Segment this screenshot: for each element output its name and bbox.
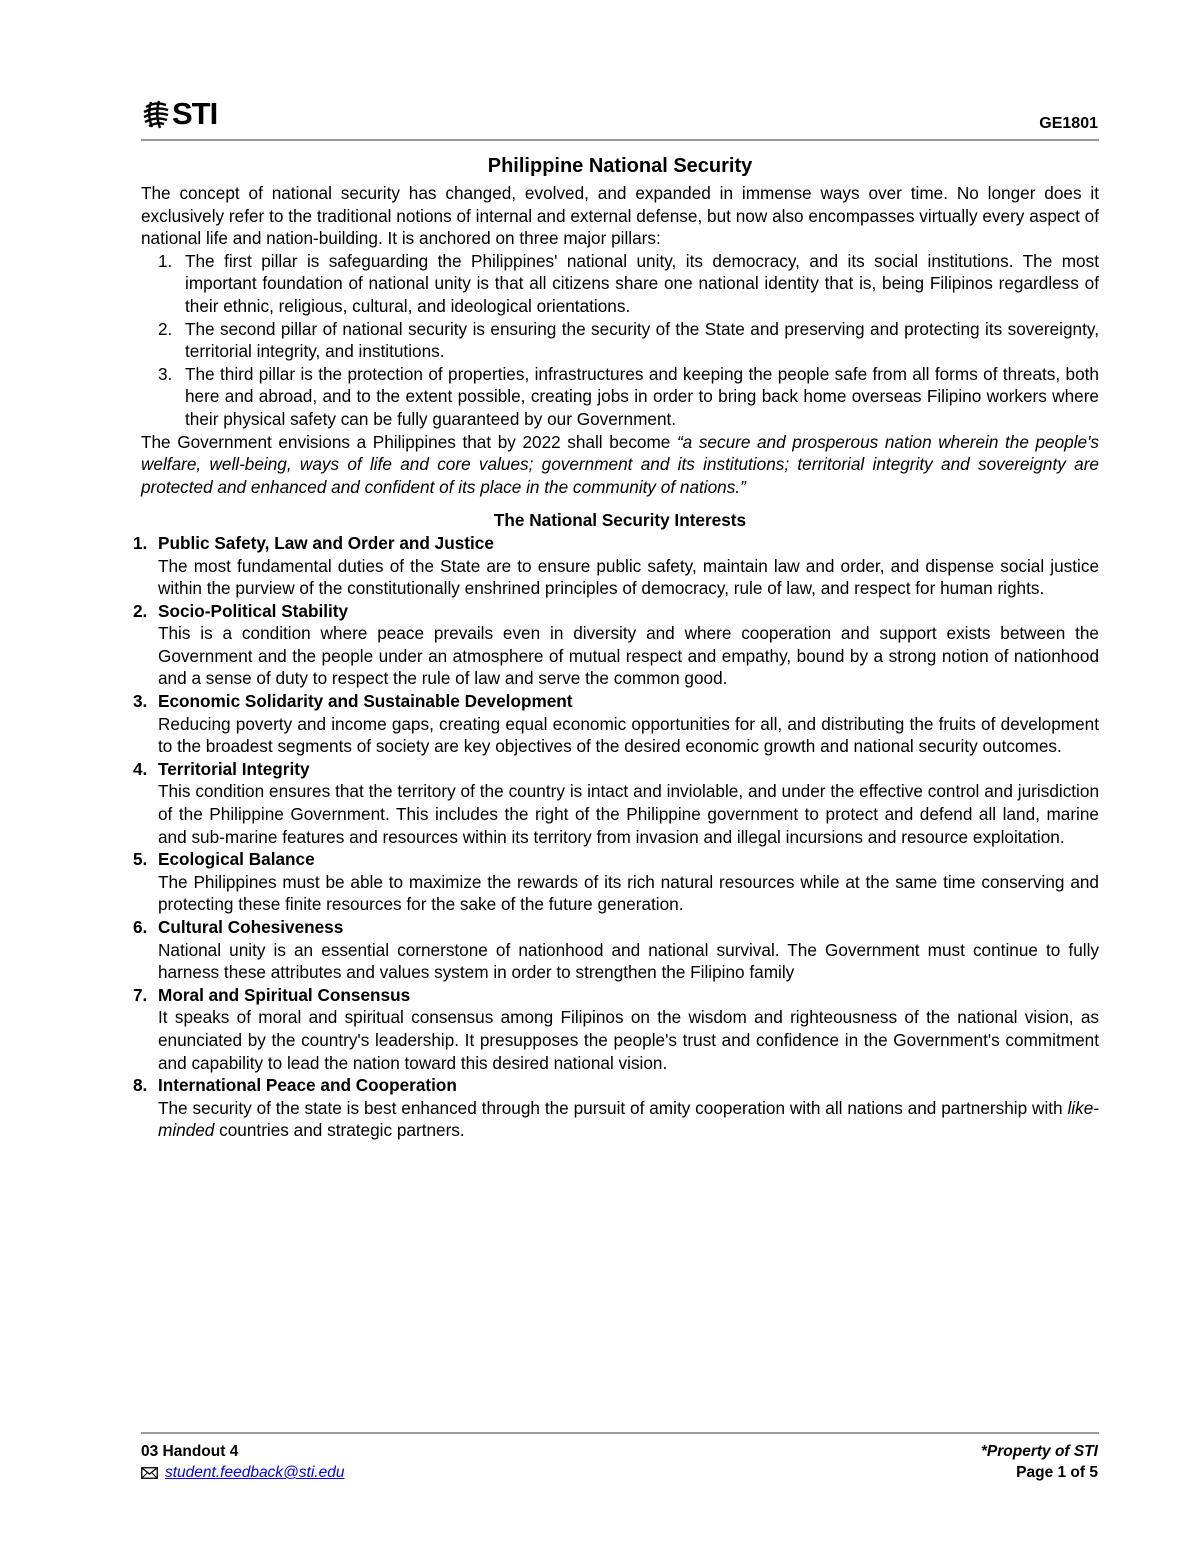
interests-list: [133, 532, 1099, 1142]
footer-divider: [141, 1432, 1099, 1434]
interest-body: It speaks of moral and spiritual consensus among Filipinos on the wisdom and righteousness of the national vision, as enunciated by the country's leadership. It presupposes the people's trust and confidence in the Government's commitment and capability to lead the nation toward this desired national vision.: [158, 1007, 1099, 1073]
logo-text: STI: [172, 96, 218, 131]
list-number: 2.: [133, 600, 148, 621]
interest-title: Economic Solidarity and Sustainable Development: [158, 691, 573, 712]
sti-logo: [142, 96, 217, 132]
list-item: [133, 984, 1099, 1074]
list-item: [141, 363, 1099, 431]
interest-body: The Philippines must be able to maximize the rewards of its rich natural resources while at the same time conserving and protecting these finite resources for the sake of the future generation.: [158, 871, 1099, 915]
page-title: Philippine National Security: [487, 155, 753, 177]
list-item-text: The first pillar is safeguarding the Philippines' national unity, its democracy, and its social institutions. The most important foundation of national unity is that all citizens share one national identity that is, being Filipinos regardless of their ethnic, religious, cultural, and ideological orientations.: [185, 250, 1099, 316]
list-number: 8.: [133, 1075, 148, 1096]
list-item: [141, 250, 1099, 318]
list-number: 3.: [158, 363, 173, 384]
list-number: 2.: [158, 318, 173, 339]
interest-body-text: countries and strategic partners.: [214, 1120, 465, 1141]
property-notice: *Property of STI: [980, 1443, 1098, 1460]
list-item: [133, 758, 1099, 848]
list-item: [133, 916, 1099, 984]
list-item: [133, 690, 1099, 758]
sti-globe-icon: [142, 99, 170, 129]
list-item-text: The second pillar of national security is ensuring the security of the State and preserving and protecting its sovereignty, territorial integrity, and institutions.: [185, 318, 1099, 362]
interest-title: Socio-Political Stability: [158, 600, 349, 621]
interest-body-text: The security of the state is best enhanced through the pursuit of amity cooperation with all nations and partnership with: [158, 1097, 1068, 1118]
interest-title: Public Safety, Law and Order and Justice: [158, 532, 494, 553]
document-body: [133, 152, 1099, 1142]
footer-right: [981, 1441, 1098, 1483]
interest-body: National unity is an essential cornerstone of nationhood and national survival. The Government must continue to fully harness these attributes and values system in order to strengthen the Filipino family: [158, 939, 1099, 983]
emphasis-text: like-minded: [158, 1097, 1099, 1141]
interest-title: Cultural Cohesiveness: [158, 917, 344, 937]
list-number: 7.: [133, 984, 148, 1005]
list-number: 1.: [133, 532, 148, 553]
feedback-email-link[interactable]: student.feedback@sti.edu: [165, 1464, 345, 1481]
handout-label: 03 Handout 4: [141, 1443, 239, 1460]
list-number: 5.: [133, 849, 148, 870]
list-item: [133, 848, 1099, 916]
footer-left: [141, 1441, 344, 1483]
interest-body: This is a condition where peace prevails even in diversity and where cooperation and support exists between the Government and the people under an atmosphere of mutual respect and empathy, bound by a strong notion of nationhood and a sense of duty to respect the rule of law and serve the common good.: [158, 623, 1099, 689]
interest-body: This condition ensures that the territory of the country is intact and inviolable, and under the effective control and jurisdiction of the Philippine Government. This includes the right of the Philippine government to protect and defend all land, marine and sub-marine features and resources within its territory from invasion and illegal incursions and resource exploitation.: [158, 781, 1099, 847]
header-divider: [141, 139, 1099, 141]
section-heading: The National Security Interests: [493, 510, 747, 531]
intro-paragraph: The concept of national security has changed, evolved, and expanded in immense ways over time. No longer does it exclusively refer to the traditional notions of internal and external defense, but now also encompasses virtually every aspect of national life and nation-building. It is anchored on three major pillars:: [141, 183, 1099, 249]
list-number: 1.: [158, 250, 173, 271]
course-code: GE1801: [1039, 115, 1098, 132]
list-item: [141, 318, 1099, 363]
vision-lead: The Government envisions a Philippines that by 2022 shall become: [141, 431, 677, 452]
list-item: [133, 1074, 1099, 1142]
list-item-text: The third pillar is the protection of properties, infrastructures and keeping the people safe from all forms of threats, both here and abroad, and to the extent possible, creating jobs in order to bring back home overseas Filipino workers where their physical safety can be fully guaranteed by our Government.: [185, 363, 1099, 429]
page-number: Page 1 of 5: [1016, 1464, 1098, 1481]
list-item: [133, 600, 1099, 690]
interest-body: [158, 1097, 1099, 1142]
list-number: 4.: [133, 758, 148, 779]
interest-title: Ecological Balance: [158, 849, 315, 870]
list-number: 3.: [133, 691, 148, 712]
interest-title: Territorial Integrity: [158, 758, 310, 779]
interest-body: Reducing poverty and income gaps, creating equal economic opportunities for all, and distributing the fruits of development to the broadest segments of society are key objectives of the desired economic growth and national security outcomes.: [158, 713, 1099, 757]
envelope-icon: [141, 1467, 158, 1479]
list-number: 6.: [133, 917, 148, 937]
pillars-list: [141, 250, 1099, 431]
interest-body: The most fundamental duties of the State are to ensure public safety, maintain law and order, and dispense social justice within the purview of the constitutionally enshrined principles of democracy, rule of law, and respect for human rights.: [158, 555, 1099, 599]
interest-title: International Peace and Cooperation: [158, 1075, 457, 1096]
list-item: [133, 532, 1099, 600]
vision-paragraph: [141, 431, 1099, 499]
interest-title: Moral and Spiritual Consensus: [158, 984, 411, 1005]
footer-email-row: [141, 1462, 344, 1483]
vision-quote: “a secure and prosperous nation wherein the people's welfare, well-being, ways of life and core values; government and its institutions; territorial integrity and sovereignty are protected and enhanced and confident of its place in the community of nations.”: [141, 431, 1099, 497]
